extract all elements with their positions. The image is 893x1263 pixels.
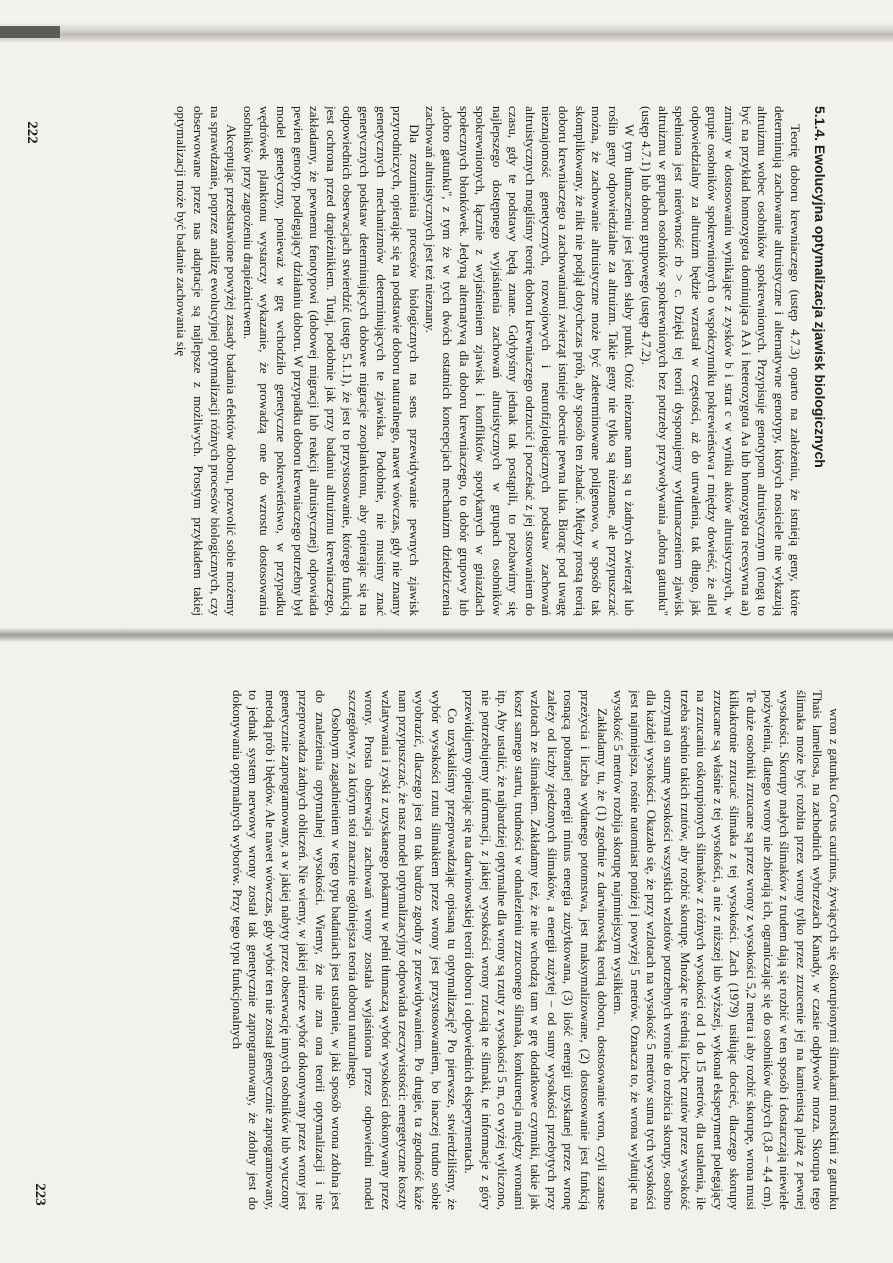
paragraph: wron z gatunku Corvus caurinus, żywiących się ośkorupionymi ślimakami morskimi z gatunku Thais lamellosa, na zachodnich wybrzeżach Kanady, w czasie odpływów morza. Skorupa tego ślimaka może być rozbita przez wrony tylko przez zrzucenie jej na kamienistą plażę z pewnej wysokości. Skorupy małych ślimaków z trudem dają się rozbić w ten sposób i dostarczają niewiele pożywienia, dlatego wrony nie zbierają ich, ograniczając się do osobników dużych (3,8 – 4,4 cm). Te duże osobniki zrzucane są przez wrony z wysokości 5,2 metra i aby rozbić skorupę, wrona musi kilkakrotnie zrzucać ślimaka z tej wysokości. Zach (1979) usiłując docieć, dlaczego skorupy zrzucane są właśnie z tej wysokości, a nie z niższej lub wyższej, wykonał eksperyment polegający na zrzucaniu ośkorupionych ślimaków z różnych wysokości od 1 do 15 metrów, dla ustalenia, ile trzeba średnio takich rzutów, aby rozbić skorupę. Mnożąc te średnią liczbę rzutów przez wysokość otrzymał on sumę wysokości wszystkich wzlotów potrzebnych wronie do rozbicia skorupy, osobno dla każdej wysokości. Okazało się, że przy wzlotach na wysokość 5 metrów suma tych wysokości jest najmniejsza, rośnie natomiast poniżej i powyżej 5 metrów. Oznacza to, że wrona wylatując na wysokość 5 metrów rozbija skorupę najmniejszym wysiłkiem.	[611, 690, 842, 1210]
section-heading: 5.1.4. Ewolucyjna optymalizacja zjawisk biologicznych	[812, 106, 828, 468]
paragraph: Dla zrozumienia procesów biologicznych na sens przewidywanie pewnych zjawisk przyrodniczych, opierając się na podstawie doboru naturalnego, nawet wówczas, gdy nie znamy genetycznych mechanizmów determinujących te zjawiska. Podobnie, nie musimy znać genetycznych podstaw determinujących dobowe migracje zooplanktonu, aby opierając się na odpowiednich obserwacjach stwierdzić (ustęp 5.1.1), że jest to przystosowanie, którego funkcją jest ochrona przed drapieżnikiem. Tutaj, podobnie jak przy badaniu altruizmu krewniaczego, zakładamy, że pewnemu fenotypowi (dobowej migracji lub reakcji altruistycznej) odpowiada pewien genotyp, podlegający działaniu doboru. W przypadku doboru krewniaczego potrzebny był model genetyczny, ponieważ w grę wchodziło genetyczne pokrewieństwo, w przypadku wędrówek planktonu wystarczy wykazanie, że prowadzą one do wzrostu dostosowania osobników przy zagrożeniu drapieżnictwem.	[240, 106, 422, 616]
paragraph: Osobnym zagadnieniem w tego typu badaniach jest ustalenie, w jaki sposób wrona zdolna jest do znalezienia optymalnej wysokości. Wiemy, że nie zna ona teorii optymalizacji i nie przeprowadza żadnych obliczeń. Nie wiemy, w jakiej mierze wybór dokonywany przez wrony jest genetycznie zaprogramowany, a w jakiej nabyty przez obserwację innych osobników lub wyuczony metodą prób i błędów. Ale nawet wówczas, gdy wybór ten nie został genetycznie zaprogramowany, to jednak system nerwowy wrony został tak genetycznie zaprogramowany, że zdolny jest do dokonywania optymalnych wyborów. Przy tego typu funkcjonalnych	[229, 690, 345, 1210]
paragraph: Co uzyskaliśmy przeprowadzając opisaną tu optymalizację? Po pierwsze, stwierdziliśmy, że wybór wysokości rzutu ślimakiem przez wrony jest przystosowaniem, bo inaczej trudno sobie wyobrazić, dlaczego jest on tak bardzo zgodny z przewidywaniem. Po drugie, ta zgodność każe nam przypuszczać, że nasz model optymalizacyjny odpowiada rzeczywistości: energetyczne koszty wzlatywania i zyski z uzyskanego pokarmu w pełni tłumaczą wybór wysokości dokonywany przez wrony. Prosta obserwacja zachowań wrony została wyjaśniona przez odpowiedni model szczegółowy, za którym stoi znacznie ogólniejsza teoria doboru naturalnego.	[345, 690, 461, 1210]
paragraph: Teorię doboru krewniaczego (ustęp 4.7.3) oparto na założeniu, że istnieją geny, które determinują zachowanie altruistyczne i alternatywne genotypy, których nosiciele nie wykazują altruizmu wobec osobników spokrewnionych. Przypisuje genotypom altruistycznym (mogą to być na przykład homozygota dominująca AA i heterozygota Aa lub homozygota recesywna aa) zmiany w dostosowaniu wynikające z zysków b i strat c w wyniku aktów altruistycznych, w grupie osobników spokrewnionych o współczynniku pokrewieństwa r między dowieść, że allel odpowiedzialny za altruizm będzie wzrastał w częstości, aż do utrwalenia, tak długo, jak spełniona jest nierówność rb > c. Dzięki tej teorii dysponujemy wytłumaczeniem zjawisk altruizmu w grupach osobników spokrewnionych bez potrzeby przywoływania „dobra gatunku" (ustęp 4.7.1) lub doboru grupowego (ustęp 4.7.2).	[639, 106, 804, 616]
left-page	[58, 106, 828, 616]
book-spine	[0, 628, 893, 642]
paragraph: Zakładamy tu, że (1) zgodnie z darwinowską teorią doboru, dostosowanie wron, czyli szanse przeżycia i liczba wydanego potomstwa, jest maksymalizowane, (2) dostosowanie jest funkcją rosnącą pobranej energii minus energia zużytkowana, (3) ilość energii uzyskanej przez wronę zależy od liczby zjedzonych ślimaków, a energii zużytej – od sumy wysokości przebytych przy wzlotach ze ślimakiem. Zakładamy też, że nie wchodzą tam w grę dodatkowe czynniki, takie jak koszt samego startu, trudności w odnalezieniu zrzuconego ślimaka, konkurencja między wronami itp. Aby ustalić, że najbardziej optymalne dla wrony są rzuty z wysokości 5 m, co wyżej wyliczono, nie potrzebujemy informacji, z jakiej wysokości wrony rzucają te ślimaki, te informacje z góry przewidujemy opierając się na darwinowskiej teorii doboru i odpowiednich eksperymentach.	[461, 690, 610, 1210]
page-number-right: 223	[31, 1183, 48, 1206]
paragraph: Akceptując przedstawione powyżej zasady badania efektów doboru, pozwolić sobie możemy na sprawdzanie, poprzez analizę ewolucyjnej optymalizacji różnych procesów biologicznych, czy obserwowane przez nas adaptacje są najlepsze z możliwych. Prostym przykładem takiej optymalizacji może być badanie zachowania się	[174, 106, 240, 616]
right-page	[52, 690, 842, 1210]
page-number-left: 222	[23, 121, 40, 144]
scan-shadow-top	[0, 22, 893, 42]
scan-dark-corner	[0, 26, 60, 38]
paragraph: W tym tłumaczeniu jest jeden słaby punkt. Otóż nieznane nam są u żadnych zwierząt lub roślin geny odpowiedzialne za altruizm. Takie geny nie tylko są nieznane, ale przypuszczać można, że zachowanie altruistyczne może być zdeterminowane poligenowo, w sposób tak skomplikowany, że nikt nie podjął dotychczas prób, aby sposób ten zbadać. Między prostą teorią doboru krewniaczego a zachowaniami zwierząt istnieje obecnie pewna luka. Biorąc pod uwagę nieznajomość genetycznych, rozwojowych i neurofizjologicznych podstaw zachowań altruistycznych mogliśmy teorię doboru krewniaczego odrzucić i poczekać z jej stosowaniem do czasu, gdy te podstawy będą znane. Gdybyśmy jednak tak postąpili, to pozbawimy się najlepszego dostępnego wyjaśnienia zachowań altruistycznych w grupach osobników spokrewnionych, łącznie z wyjaśnieniem zjawisk i konfliktów spotykanych w gniazdach społecznych błonkówek. Jedyną alternatywą dla doboru krewniaczego, to dobór grupowy lub „dobro gatunku", z tym że w tych dwóch ostatnich koncepcjach mechanizm dziedziczenia zachowań altruistycznych jest też nieznany.	[423, 106, 638, 616]
